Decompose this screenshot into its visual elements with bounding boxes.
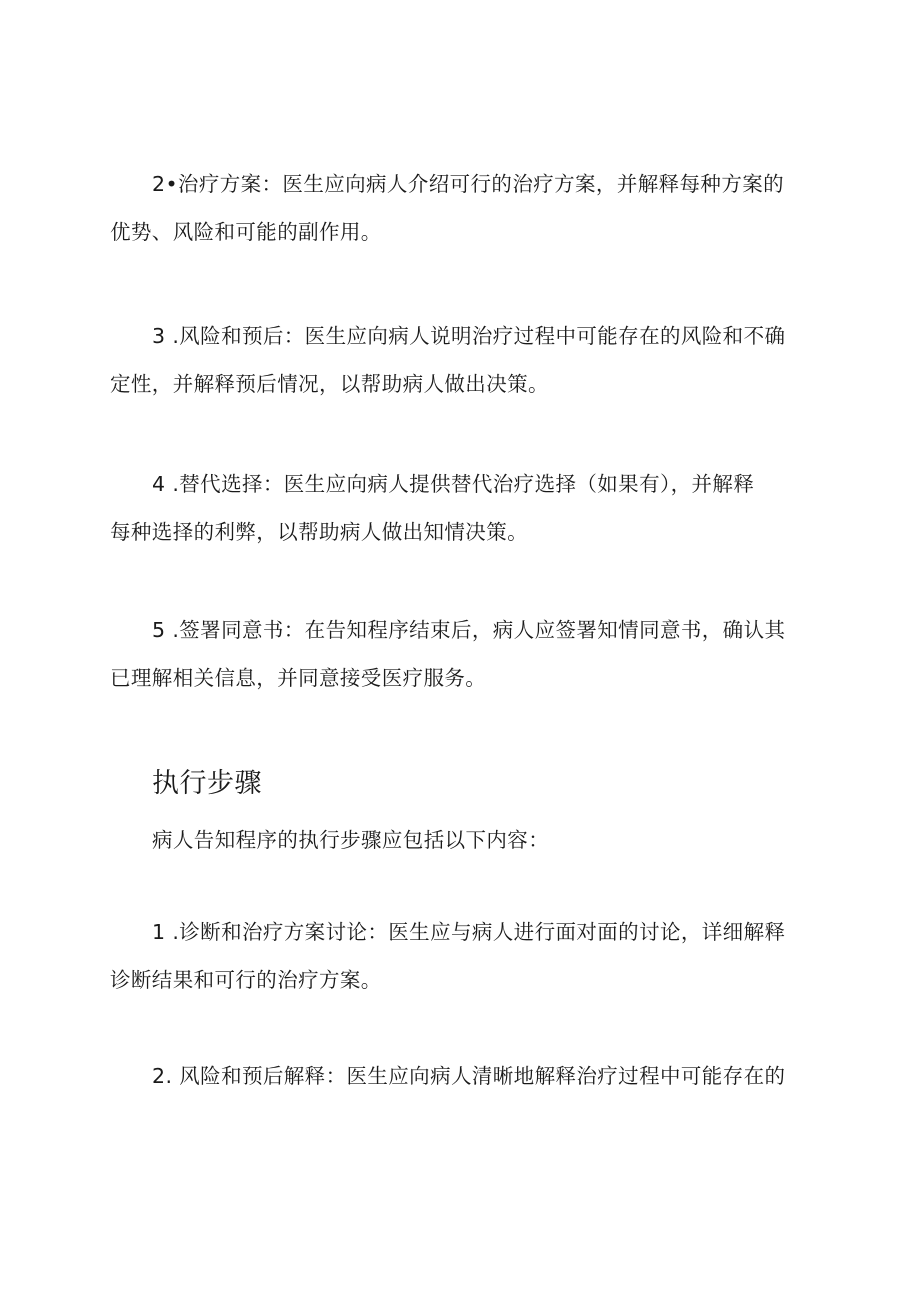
paragraph-line: 2•治疗方案：医生应向病人介绍可行的治疗方案，并解释每种方案的: [152, 172, 785, 196]
paragraph-line: 优势、风险和可能的副作用。: [110, 220, 382, 244]
paragraph-diagnosis-discussion: [110, 908, 810, 1004]
paragraph-risk-prognosis: [110, 312, 810, 408]
paragraph-line: 3 .风险和预后：医生应向病人说明治疗过程中可能存在的风险和不确: [152, 324, 786, 348]
paragraph-line: 已理解相关信息，并同意接受医疗服务。: [110, 666, 487, 690]
section-intro: 病人告知程序的执行步骤应包括以下内容：: [152, 828, 550, 852]
paragraph-treatment-plan: [110, 160, 810, 256]
paragraph-line: 1 .诊断和治疗方案讨论：医生应与病人进行面对面的讨论，详细解释: [152, 920, 786, 944]
paragraph-line: 每种选择的利弊，以帮助病人做出知情决策。: [110, 520, 528, 544]
paragraph-line: 2. 风险和预后解释：医生应向病人清晰地解释治疗过程中可能存在的: [152, 1064, 786, 1088]
paragraph-line: 定性，并解释预后情况，以帮助病人做出决策。: [110, 372, 549, 396]
paragraph-line: 诊断结果和可行的治疗方案。: [110, 968, 382, 992]
paragraph-consent-form: [110, 606, 810, 702]
paragraph-alternatives: [110, 460, 810, 556]
section-heading: 执行步骤: [152, 768, 262, 799]
paragraph-risk-explanation: [110, 1052, 810, 1100]
paragraph-line: 5 .签署同意书：在告知程序结束后，病人应签署知情同意书，确认其: [152, 618, 786, 642]
paragraph-line: 4 .替代选择：医生应向病人提供替代治疗选择（如果有），并解释: [152, 472, 755, 496]
